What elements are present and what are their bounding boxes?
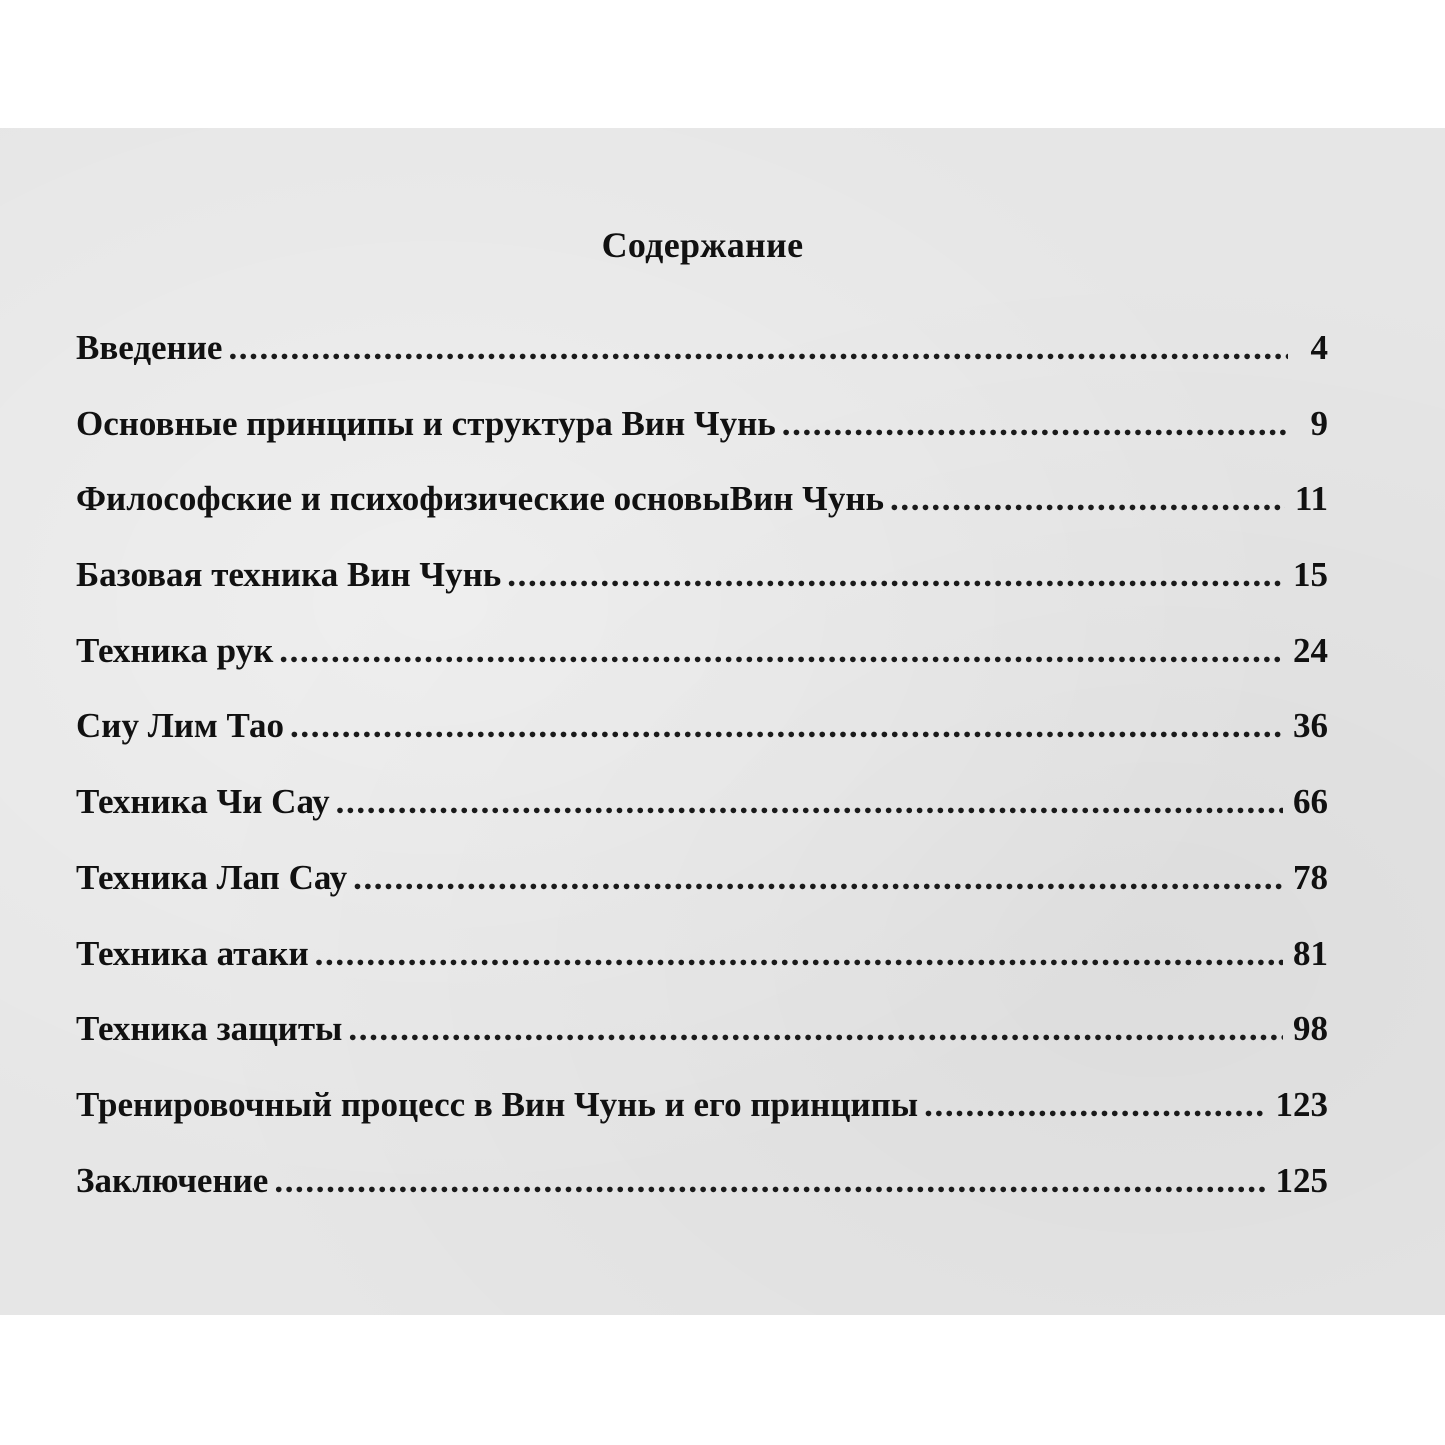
- toc-leader-dots: [353, 858, 1283, 898]
- toc-entry-page: 24: [1293, 630, 1328, 670]
- toc-entry: [76, 858, 1328, 934]
- toc-entry-page: 9: [1310, 403, 1328, 443]
- toc-entry-page: 125: [1275, 1160, 1328, 1200]
- toc-leader-dots: [274, 1161, 1265, 1201]
- toc-entry-label: Введение: [76, 328, 223, 367]
- toc-leader-dots: [336, 782, 1283, 822]
- toc-entry-page: 123: [1275, 1084, 1328, 1124]
- toc-entry-label: Тренировочный процесс в Вин Чунь и его принципы: [76, 1084, 919, 1124]
- toc-entry: [76, 328, 1328, 404]
- toc-entry: [76, 1009, 1328, 1085]
- toc-entry: [76, 1085, 1328, 1161]
- toc-entry: [76, 479, 1328, 555]
- toc-entry-page: 11: [1294, 479, 1328, 519]
- toc-entry-page: 15: [1293, 555, 1328, 595]
- toc-leader-dots: [315, 934, 1283, 974]
- toc-entry-label: Философские и психофизические основыВин Чунь: [76, 479, 885, 519]
- toc-entry-label: Сиу Лим Тао: [76, 706, 285, 746]
- toc-leader-dots: [290, 706, 1283, 746]
- toc-entry-label: Техника Лап Сау: [76, 857, 348, 897]
- toc-entry-label: Заключение: [76, 1160, 269, 1200]
- toc-entry-label: Техника защиты: [76, 1009, 343, 1049]
- toc-entry: [76, 934, 1328, 1010]
- toc-entry-page: 81: [1293, 933, 1328, 973]
- toc-entry: [76, 782, 1328, 858]
- toc-leader-dots: [924, 1085, 1265, 1125]
- toc-entry-label: Техника Чи Сау: [76, 782, 330, 822]
- page-title: Содержание: [601, 225, 804, 265]
- toc-entry-page: 4: [1310, 328, 1328, 367]
- toc-entry-label: Базовая техника Вин Чунь: [76, 555, 502, 595]
- toc-entry: [76, 631, 1328, 707]
- toc-entry: [76, 1161, 1328, 1237]
- toc-entry-label: Основные принципы и структура Вин Чунь: [76, 403, 776, 443]
- document-page: [0, 128, 1445, 1315]
- toc-leader-dots: [890, 479, 1285, 519]
- toc-leader-dots: [348, 1009, 1283, 1049]
- toc-entry-label: Техника рук: [76, 630, 274, 670]
- toc-entry-page: 98: [1293, 1009, 1328, 1049]
- toc-leader-dots: [782, 404, 1288, 444]
- toc-leader-dots: [279, 631, 1283, 671]
- table-of-contents: [76, 328, 1328, 1236]
- toc-leader-dots: [228, 328, 1288, 368]
- toc-entry: [76, 404, 1328, 480]
- toc-entry: [76, 555, 1328, 631]
- toc-leader-dots: [507, 555, 1283, 595]
- toc-entry-page: 66: [1293, 782, 1328, 822]
- toc-entry-page: 78: [1293, 857, 1328, 897]
- toc-entry-label: Техника атаки: [76, 933, 309, 973]
- toc-entry: [76, 706, 1328, 782]
- toc-entry-page: 36: [1293, 706, 1328, 746]
